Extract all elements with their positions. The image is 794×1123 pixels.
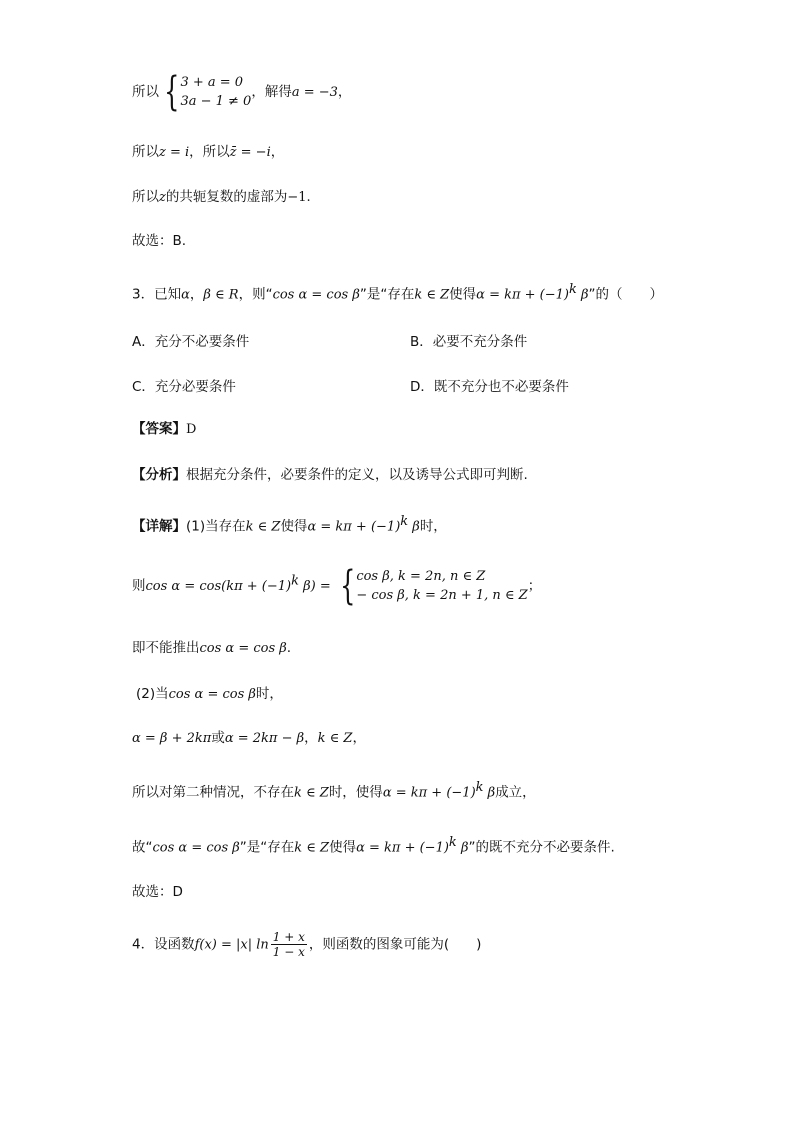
text: (1)当存在: [186, 518, 246, 535]
text: ，: [352, 730, 366, 746]
text: 则: [132, 578, 146, 594]
option-d: D．既不充分也不必要条件: [410, 379, 569, 395]
second-case-line: [132, 778, 536, 804]
math-eq: cos α = cos β: [152, 840, 240, 856]
alpha-cases-line: [132, 728, 366, 749]
case-1: cos β, k = 2n, n ∈ Z: [356, 569, 486, 584]
option-a: A．充分不必要条件: [132, 334, 250, 350]
math-eq: k ∈ Z: [317, 731, 353, 746]
math-eq: cos α = cos β: [272, 287, 360, 303]
piecewise-line: [132, 563, 542, 609]
text: 时，: [255, 686, 283, 702]
text: ，则函数的图象可能为( ): [308, 936, 482, 953]
text: 使得: [280, 518, 308, 535]
math-eq: z = i: [159, 145, 190, 160]
math-var: α: [181, 287, 190, 303]
final-answer-line: 故选：D: [132, 884, 183, 900]
math-eq: k ∈ Z: [294, 785, 329, 801]
text: 时，使得: [328, 784, 383, 801]
text: ；: [527, 578, 542, 594]
text: 3．已知: [132, 286, 182, 303]
answer-block: [132, 419, 196, 440]
question-3: [132, 280, 663, 306]
text: 4．设函数: [132, 936, 195, 953]
superscript: k: [569, 282, 577, 297]
math-var: β ∈ R: [203, 287, 239, 303]
text: ”的（ ）: [588, 286, 664, 303]
math-expr: α = kπ + (−1): [382, 785, 476, 801]
answer-line: 故选：B.: [132, 233, 187, 249]
cases-system: [180, 73, 251, 111]
conclusion-line: [132, 833, 615, 859]
answer-tag: 【答案】: [132, 421, 186, 437]
math-expr: f(x) = |x| ln: [194, 937, 269, 953]
math-result: a = −3: [291, 85, 338, 100]
denominator: 1 − x: [272, 945, 305, 959]
text: 所以对第二种情况，不存在: [132, 784, 294, 801]
math-expr: α = kπ + (−1): [356, 840, 449, 856]
superscript: k: [475, 780, 484, 795]
part-2-line: [136, 684, 283, 705]
case-2: 3a − 1 ≠ 0: [180, 94, 252, 109]
math-eq: α = β + 2kπ: [132, 731, 212, 746]
option-c: C．充分必要条件: [132, 379, 236, 395]
analysis-text: 根据充分条件，必要条件的定义，以及诱导公式即可判断.: [186, 467, 528, 483]
text: 所以: [132, 189, 159, 205]
math-expr: β: [408, 519, 420, 535]
solution-line-2: [132, 142, 284, 163]
text: 使得: [449, 286, 477, 303]
text: 所以: [132, 84, 159, 100]
math-eq: k ∈ Z: [294, 840, 330, 856]
math-eq: α = 2kπ − β: [224, 731, 305, 746]
text: ，: [270, 144, 285, 160]
text: 的共轭复数的虚部为: [165, 189, 288, 205]
math-value: −1.: [287, 190, 311, 205]
cases-system: [356, 567, 527, 605]
text: ”是“存在: [239, 839, 295, 856]
text: ，: [189, 286, 204, 303]
text: ，解得: [251, 84, 292, 100]
solution-line-3: [132, 187, 311, 208]
text: ，: [304, 730, 318, 746]
solution-line-1: [132, 69, 352, 115]
text: 时，: [419, 518, 447, 535]
math-expr: cos α = cos(kπ + (−1): [145, 579, 292, 594]
detail-block: [132, 512, 447, 538]
superscript: k: [448, 835, 457, 850]
math-eq: cos α = cos β: [168, 687, 256, 702]
text: 使得: [329, 839, 357, 856]
math-expr: β: [483, 785, 496, 801]
left-brace: {: [164, 69, 180, 115]
case-2: − cos β, k = 2n + 1, n ∈ Z: [356, 588, 528, 603]
answer-value: D: [186, 422, 197, 437]
numerator: 1 + x: [272, 930, 305, 944]
text: (2)当: [136, 686, 169, 702]
analysis-tag: 【分析】: [132, 467, 186, 483]
math-eq: cos α = cos β: [199, 641, 287, 656]
text: 故“: [132, 839, 153, 856]
fraction: [271, 930, 307, 959]
math-var: z: [159, 190, 166, 205]
question-4: [132, 930, 481, 959]
math-expr: β: [576, 287, 589, 303]
text: 或: [211, 730, 225, 746]
option-b: B．必要不充分条件: [410, 334, 528, 350]
text: ，: [337, 84, 352, 100]
math-expr: α = kπ + (−1): [307, 519, 401, 535]
superscript: k: [400, 514, 409, 529]
math-expr: β: [456, 840, 469, 856]
analysis-block: [132, 465, 528, 485]
text: ”是“存在: [359, 286, 415, 303]
math-eq: k ∈ Z: [414, 287, 450, 303]
text: ”的既不充分不必要条件.: [468, 839, 615, 856]
text: ，则“: [238, 286, 273, 303]
detail-tag: 【详解】: [132, 518, 186, 535]
cannot-infer-line: [132, 638, 291, 659]
superscript: k: [291, 573, 299, 589]
left-brace: {: [339, 563, 356, 609]
case-1: 3 + a = 0: [180, 75, 244, 90]
math-eq: z̄ = −i: [229, 145, 271, 160]
text: ，所以: [189, 144, 230, 160]
math-eq: k ∈ Z: [245, 519, 281, 535]
math-expr: α = kπ + (−1): [476, 287, 569, 303]
text: 即不能推出: [132, 640, 200, 656]
math-expr: β) =: [298, 579, 335, 594]
text: 成立，: [495, 784, 536, 801]
text: 所以: [132, 144, 159, 160]
text: .: [286, 640, 292, 656]
